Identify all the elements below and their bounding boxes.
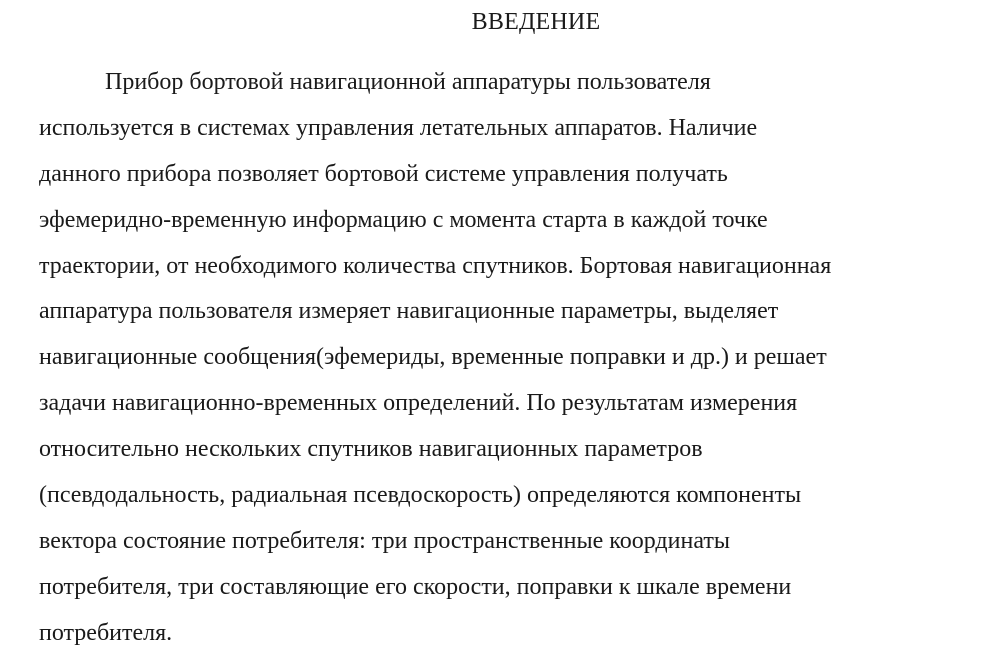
paragraph-line: траектории, от необходимого количества спутников. Бортовая навигационная — [39, 252, 832, 279]
paragraph-line: потребителя, три составляющие его скорости, поправки к шкале времени — [39, 573, 792, 600]
paragraph-line: Прибор бортовой навигационной аппаратуры пользователя — [105, 69, 711, 95]
paragraph-line: используется в системах управления летательных аппаратов. Наличие — [39, 114, 758, 141]
paragraph-line: (псевдодальность, радиальная псевдоскорость) определяются компоненты — [39, 482, 802, 509]
paragraph-line: данного прибора позволяет бортовой системе управления получать — [39, 160, 728, 187]
paragraph-line: эфемеридно-временную информацию с момента старта в каждой точке — [39, 206, 768, 233]
paragraph-line: относительно нескольких спутников навигационных параметров — [39, 436, 703, 463]
document-title: ВВЕДЕНИЕ — [471, 9, 601, 35]
paragraph-line: задачи навигационно-временных определений. По результатам измерения — [39, 390, 798, 417]
paragraph-line: аппаратура пользователя измеряет навигационные параметры, выделяет — [39, 298, 779, 325]
paragraph-line: навигационные сообщения(эфемериды, временные поправки и др.) и решает — [39, 344, 827, 371]
body-paragraph — [39, 60, 989, 657]
paragraph-line: потребителя. — [39, 619, 173, 646]
paragraph-line: вектора состояние потребителя: три пространственные координаты — [39, 527, 730, 554]
